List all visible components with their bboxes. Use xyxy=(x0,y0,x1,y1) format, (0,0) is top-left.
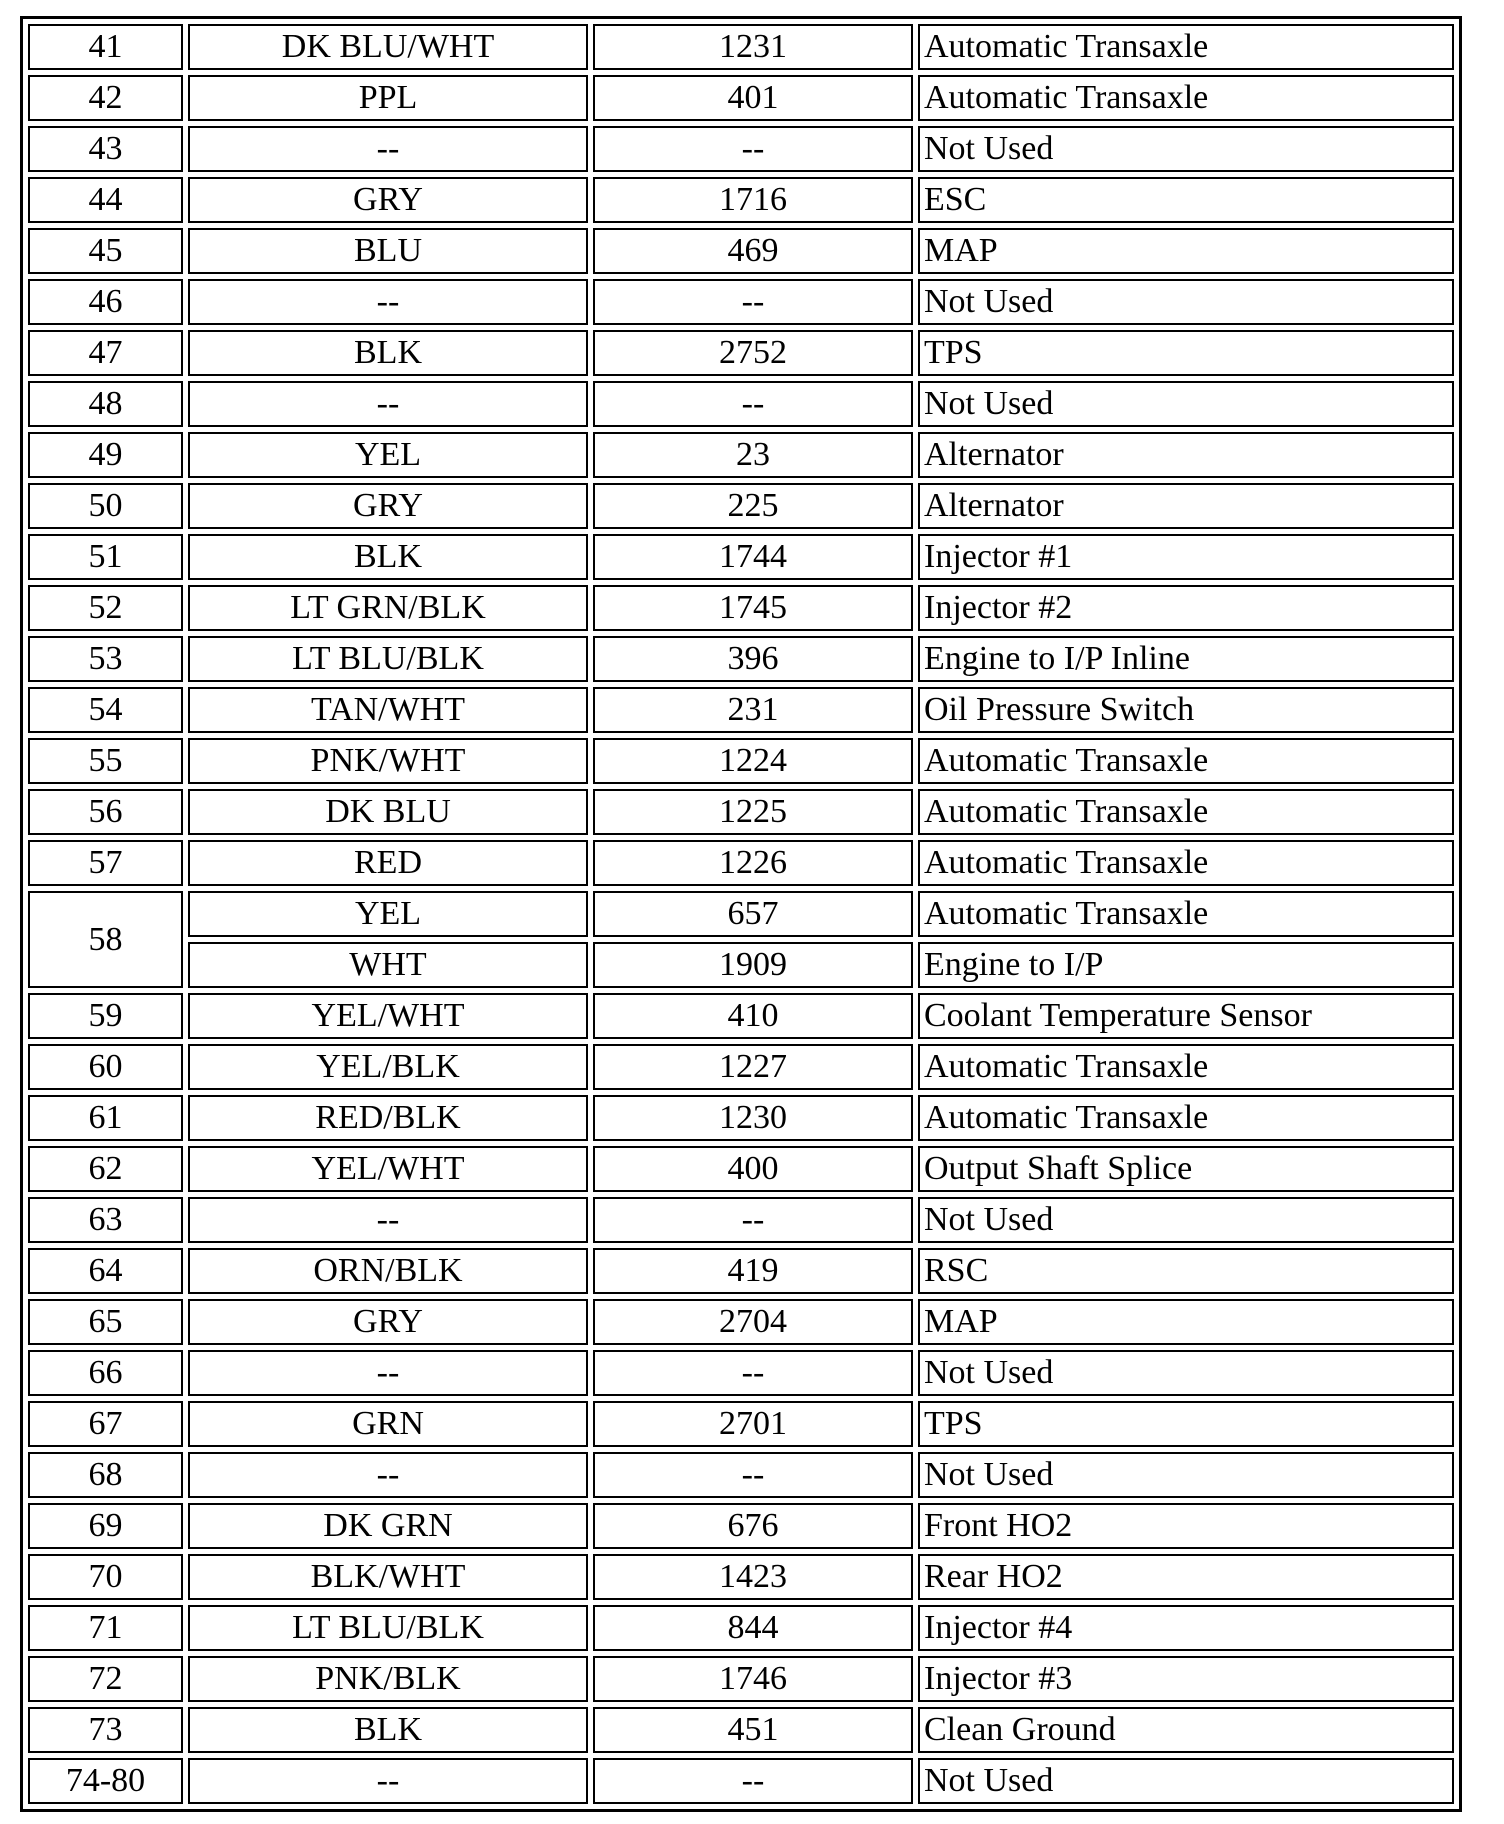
function-cell: Not Used xyxy=(918,279,1454,325)
table-row xyxy=(28,1095,1454,1141)
function-cell: Injector #2 xyxy=(918,585,1454,631)
circuit-number-cell: 2704 xyxy=(593,1299,913,1345)
function-cell: ESC xyxy=(918,177,1454,223)
function-cell: Automatic Transaxle xyxy=(918,738,1454,784)
function-cell: Automatic Transaxle xyxy=(918,891,1454,937)
function-cell: Alternator xyxy=(918,483,1454,529)
table-row xyxy=(28,1350,1454,1396)
pin-number-cell: 71 xyxy=(28,1605,183,1651)
pin-number-cell: 62 xyxy=(28,1146,183,1192)
function-cell: Front HO2 xyxy=(918,1503,1454,1549)
table-row xyxy=(28,228,1454,274)
wire-color-cell: DK GRN xyxy=(188,1503,588,1549)
wire-color-cell: GRY xyxy=(188,177,588,223)
circuit-number-cell: 469 xyxy=(593,228,913,274)
wire-color-cell: DK BLU/WHT xyxy=(188,24,588,70)
wire-color-cell: GRN xyxy=(188,1401,588,1447)
wire-color-cell: BLK/WHT xyxy=(188,1554,588,1600)
circuit-number-cell: 1230 xyxy=(593,1095,913,1141)
function-cell: MAP xyxy=(918,1299,1454,1345)
pin-number-cell: 47 xyxy=(28,330,183,376)
table-row xyxy=(28,1146,1454,1192)
pin-number-cell: 54 xyxy=(28,687,183,733)
function-cell: Not Used xyxy=(918,126,1454,172)
pin-number-cell: 56 xyxy=(28,789,183,835)
wire-color-cell: -- xyxy=(188,1758,588,1804)
table-row xyxy=(28,636,1454,682)
table-row xyxy=(28,1452,1454,1498)
wire-color-cell: GRY xyxy=(188,1299,588,1345)
pin-number-cell: 68 xyxy=(28,1452,183,1498)
function-cell: Output Shaft Splice xyxy=(918,1146,1454,1192)
pin-number-cell: 55 xyxy=(28,738,183,784)
circuit-number-cell: 1226 xyxy=(593,840,913,886)
function-cell: Injector #1 xyxy=(918,534,1454,580)
table-row xyxy=(28,738,1454,784)
wire-color-cell: -- xyxy=(188,126,588,172)
circuit-number-cell: -- xyxy=(593,1758,913,1804)
circuit-number-cell: 2701 xyxy=(593,1401,913,1447)
pin-number-cell: 69 xyxy=(28,1503,183,1549)
table-row xyxy=(28,483,1454,529)
table-row xyxy=(28,687,1454,733)
circuit-number-cell: 1746 xyxy=(593,1656,913,1702)
pin-number-cell: 41 xyxy=(28,24,183,70)
pin-number-cell: 46 xyxy=(28,279,183,325)
function-cell: Not Used xyxy=(918,1758,1454,1804)
wire-color-cell: YEL/WHT xyxy=(188,993,588,1039)
table-row xyxy=(28,126,1454,172)
pin-number-cell: 48 xyxy=(28,381,183,427)
pin-number-cell: 70 xyxy=(28,1554,183,1600)
table-row xyxy=(28,942,1454,988)
wire-color-cell: BLU xyxy=(188,228,588,274)
function-cell: TPS xyxy=(918,1401,1454,1447)
function-cell: Automatic Transaxle xyxy=(918,840,1454,886)
function-cell: Engine to I/P Inline xyxy=(918,636,1454,682)
table-row xyxy=(28,1605,1454,1651)
function-cell: Not Used xyxy=(918,1452,1454,1498)
function-cell: TPS xyxy=(918,330,1454,376)
circuit-number-cell: 410 xyxy=(593,993,913,1039)
table-row xyxy=(28,1707,1454,1753)
circuit-number-cell: 844 xyxy=(593,1605,913,1651)
table-row xyxy=(28,789,1454,835)
wire-color-cell: WHT xyxy=(188,942,588,988)
function-cell: Coolant Temperature Sensor xyxy=(918,993,1454,1039)
table-row xyxy=(28,993,1454,1039)
circuit-number-cell: -- xyxy=(593,126,913,172)
circuit-number-cell: 1716 xyxy=(593,177,913,223)
circuit-number-cell: 231 xyxy=(593,687,913,733)
table-row xyxy=(28,279,1454,325)
function-cell: Engine to I/P xyxy=(918,942,1454,988)
pinout-table-body xyxy=(28,24,1454,1804)
wire-color-cell: -- xyxy=(188,1197,588,1243)
wire-color-cell: -- xyxy=(188,381,588,427)
pin-number-cell: 42 xyxy=(28,75,183,121)
table-row xyxy=(28,381,1454,427)
circuit-number-cell: 1423 xyxy=(593,1554,913,1600)
wire-color-cell: PNK/WHT xyxy=(188,738,588,784)
function-cell: Automatic Transaxle xyxy=(918,1095,1454,1141)
pin-number-cell: 45 xyxy=(28,228,183,274)
wire-color-cell: PPL xyxy=(188,75,588,121)
function-cell: Injector #3 xyxy=(918,1656,1454,1702)
wire-color-cell: RED xyxy=(188,840,588,886)
table-row xyxy=(28,1554,1454,1600)
wire-color-cell: YEL/BLK xyxy=(188,1044,588,1090)
pin-number-cell: 52 xyxy=(28,585,183,631)
function-cell: Automatic Transaxle xyxy=(918,75,1454,121)
circuit-number-cell: -- xyxy=(593,279,913,325)
wire-color-cell: PNK/BLK xyxy=(188,1656,588,1702)
table-row xyxy=(28,330,1454,376)
function-cell: Automatic Transaxle xyxy=(918,1044,1454,1090)
pin-number-cell: 63 xyxy=(28,1197,183,1243)
table-row xyxy=(28,585,1454,631)
table-row xyxy=(28,1656,1454,1702)
pin-number-cell: 61 xyxy=(28,1095,183,1141)
circuit-number-cell: 676 xyxy=(593,1503,913,1549)
table-row xyxy=(28,840,1454,886)
pin-number-cell: 65 xyxy=(28,1299,183,1345)
circuit-number-cell: 23 xyxy=(593,432,913,478)
wire-color-cell: BLK xyxy=(188,1707,588,1753)
pin-number-cell: 74-80 xyxy=(28,1758,183,1804)
circuit-number-cell: 225 xyxy=(593,483,913,529)
circuit-number-cell: 1227 xyxy=(593,1044,913,1090)
pin-number-cell: 50 xyxy=(28,483,183,529)
table-row xyxy=(28,1401,1454,1447)
function-cell: Injector #4 xyxy=(918,1605,1454,1651)
pin-number-cell: 58 xyxy=(28,891,183,988)
table-row xyxy=(28,1248,1454,1294)
pin-number-cell: 66 xyxy=(28,1350,183,1396)
function-cell: MAP xyxy=(918,228,1454,274)
wire-color-cell: DK BLU xyxy=(188,789,588,835)
wire-color-cell: RED/BLK xyxy=(188,1095,588,1141)
function-cell: Not Used xyxy=(918,1350,1454,1396)
wire-color-cell: YEL xyxy=(188,891,588,937)
function-cell: Automatic Transaxle xyxy=(918,24,1454,70)
function-cell: Automatic Transaxle xyxy=(918,789,1454,835)
circuit-number-cell: 400 xyxy=(593,1146,913,1192)
wire-color-cell: ORN/BLK xyxy=(188,1248,588,1294)
pin-number-cell: 67 xyxy=(28,1401,183,1447)
wire-color-cell: TAN/WHT xyxy=(188,687,588,733)
table-row xyxy=(28,1197,1454,1243)
wire-color-cell: BLK xyxy=(188,330,588,376)
circuit-number-cell: 1224 xyxy=(593,738,913,784)
wire-color-cell: LT GRN/BLK xyxy=(188,585,588,631)
function-cell: Not Used xyxy=(918,1197,1454,1243)
function-cell: Clean Ground xyxy=(918,1707,1454,1753)
table-row xyxy=(28,1044,1454,1090)
circuit-number-cell: 451 xyxy=(593,1707,913,1753)
circuit-number-cell: -- xyxy=(593,381,913,427)
function-cell: Alternator xyxy=(918,432,1454,478)
table-row xyxy=(28,24,1454,70)
pin-number-cell: 59 xyxy=(28,993,183,1039)
pin-number-cell: 64 xyxy=(28,1248,183,1294)
circuit-number-cell: 1744 xyxy=(593,534,913,580)
pin-number-cell: 49 xyxy=(28,432,183,478)
pin-number-cell: 72 xyxy=(28,1656,183,1702)
pin-number-cell: 51 xyxy=(28,534,183,580)
table-row xyxy=(28,534,1454,580)
function-cell: Rear HO2 xyxy=(918,1554,1454,1600)
circuit-number-cell: -- xyxy=(593,1452,913,1498)
wire-color-cell: YEL xyxy=(188,432,588,478)
wire-color-cell: GRY xyxy=(188,483,588,529)
circuit-number-cell: 396 xyxy=(593,636,913,682)
circuit-number-cell: 1909 xyxy=(593,942,913,988)
table-row xyxy=(28,75,1454,121)
wire-color-cell: LT BLU/BLK xyxy=(188,636,588,682)
table-row xyxy=(28,177,1454,223)
wire-color-cell: LT BLU/BLK xyxy=(188,1605,588,1651)
circuit-number-cell: 401 xyxy=(593,75,913,121)
wire-color-cell: BLK xyxy=(188,534,588,580)
pin-number-cell: 57 xyxy=(28,840,183,886)
circuit-number-cell: 419 xyxy=(593,1248,913,1294)
table-row xyxy=(28,891,1454,937)
circuit-number-cell: 1225 xyxy=(593,789,913,835)
circuit-number-cell: -- xyxy=(593,1197,913,1243)
pin-number-cell: 44 xyxy=(28,177,183,223)
table-row xyxy=(28,1758,1454,1804)
circuit-number-cell: 1745 xyxy=(593,585,913,631)
wire-color-cell: -- xyxy=(188,1350,588,1396)
circuit-number-cell: 2752 xyxy=(593,330,913,376)
pin-number-cell: 53 xyxy=(28,636,183,682)
table-row xyxy=(28,1503,1454,1549)
wire-color-cell: -- xyxy=(188,279,588,325)
table-row xyxy=(28,432,1454,478)
pin-number-cell: 73 xyxy=(28,1707,183,1753)
connector-pinout-table xyxy=(20,16,1462,1812)
function-cell: Not Used xyxy=(918,381,1454,427)
function-cell: Oil Pressure Switch xyxy=(918,687,1454,733)
circuit-number-cell: 657 xyxy=(593,891,913,937)
wire-color-cell: YEL/WHT xyxy=(188,1146,588,1192)
circuit-number-cell: 1231 xyxy=(593,24,913,70)
function-cell: RSC xyxy=(918,1248,1454,1294)
table-row xyxy=(28,1299,1454,1345)
wire-color-cell: -- xyxy=(188,1452,588,1498)
circuit-number-cell: -- xyxy=(593,1350,913,1396)
pin-number-cell: 43 xyxy=(28,126,183,172)
connector-pinout-table-wrapper xyxy=(20,16,1462,1812)
pin-number-cell: 60 xyxy=(28,1044,183,1090)
